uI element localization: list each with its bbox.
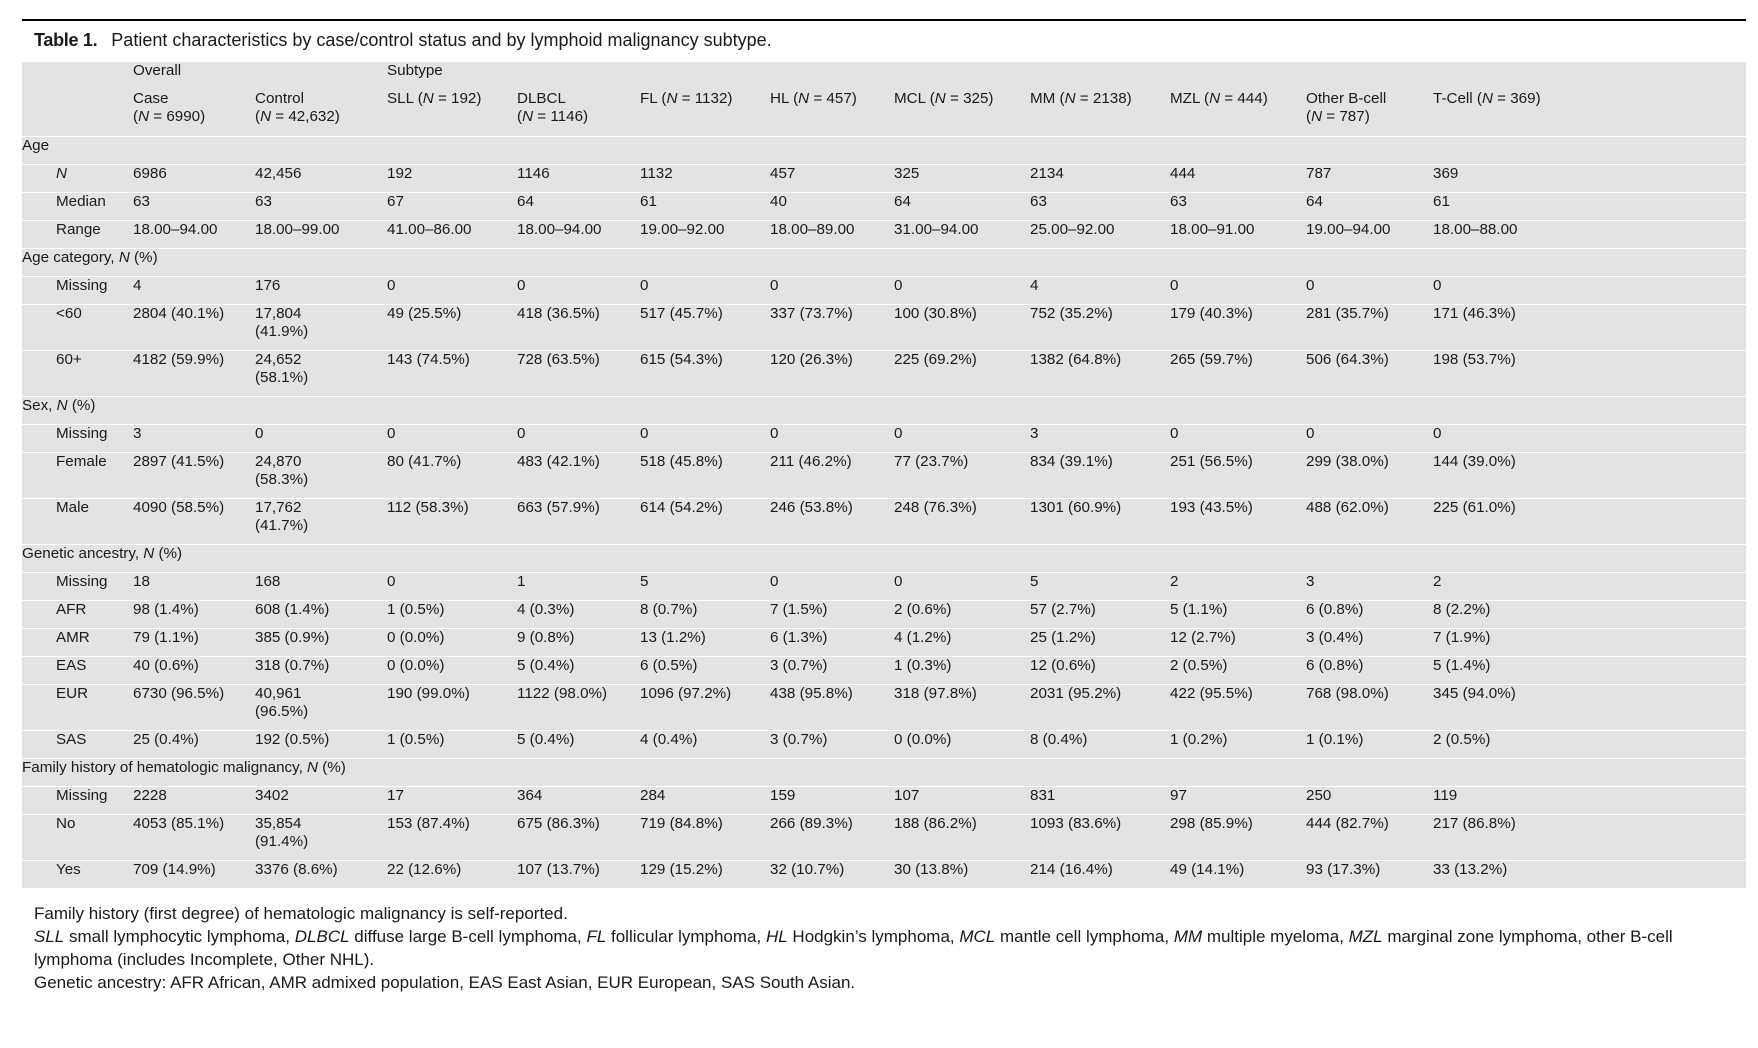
table-cell: 483 (42.1%): [517, 453, 640, 499]
table-cell: 6 (1.3%): [770, 629, 894, 657]
table-row: [22, 861, 1746, 888]
table-cell: 0: [770, 573, 894, 601]
row-label: Median: [22, 193, 133, 221]
table-cell: 198 (53.7%): [1433, 351, 1746, 397]
table-cell: 63: [255, 193, 387, 221]
table-cell: 168: [255, 573, 387, 601]
table-cell: 12 (0.6%): [1030, 657, 1170, 685]
table-cell: 6 (0.5%): [640, 657, 770, 685]
table-cell: 2804 (40.1%): [133, 305, 255, 351]
table-cell: 3: [1306, 573, 1433, 601]
row-label: <60: [22, 305, 133, 351]
footnote-ancestry: Genetic ancestry: AFR African, AMR admixed population, EAS East Asian, EUR European, SAS South Asian.: [34, 973, 856, 992]
row-label: EAS: [22, 657, 133, 685]
table-row: [22, 601, 1746, 629]
table-cell: 40 (0.6%): [133, 657, 255, 685]
table-cell: 18.00–89.00: [770, 221, 894, 249]
table-cell: 211 (46.2%): [770, 453, 894, 499]
column-header: [133, 90, 255, 137]
table-cell: 298 (85.9%): [1170, 815, 1306, 861]
table-cell: 284: [640, 787, 770, 815]
row-label: Range: [22, 221, 133, 249]
table-cell: 32 (10.7%): [770, 861, 845, 878]
table-cell: 1096 (97.2%): [640, 685, 770, 731]
table-cell: 8 (0.4%): [1030, 731, 1170, 759]
table-cell: 225 (61.0%): [1433, 499, 1746, 545]
table-cell: 120 (26.3%): [770, 351, 894, 397]
table-cell: 518 (45.8%): [640, 453, 770, 499]
table-cell: 0: [387, 573, 517, 601]
header-group-row: [22, 62, 1746, 90]
header-overall: Overall: [133, 62, 182, 79]
table-cell: 4090 (58.5%): [133, 499, 255, 545]
table-cell: 61: [1433, 193, 1746, 221]
row-label: AFR: [22, 601, 133, 629]
table-cell: 143 (74.5%): [387, 351, 517, 397]
column-header-line: SLL (N = 192): [387, 90, 482, 107]
table-cell: 4 (0.4%): [640, 731, 770, 759]
table-cell: 5: [1030, 573, 1170, 601]
section-title: Genetic ancestry, N (%): [22, 545, 1746, 573]
column-header: [1433, 90, 1746, 137]
column-header: [894, 90, 1030, 137]
row-label: Missing: [22, 787, 133, 815]
table-cell: 3: [133, 425, 255, 453]
table-cell: 5: [640, 573, 770, 601]
table-cell: 98 (1.4%): [133, 601, 255, 629]
table-cell: 18.00–88.00: [1433, 221, 1746, 249]
table-row: [22, 305, 1746, 351]
table-cell: 0: [1306, 425, 1433, 453]
section-title: Age category, N (%): [22, 249, 1746, 277]
table-cell: 3 (0.7%): [770, 657, 894, 685]
table-cell: 5 (0.4%): [517, 657, 640, 685]
table-row: [22, 221, 1746, 249]
header-blank: [22, 62, 133, 90]
table-row: [22, 425, 1746, 453]
table-cell: 418 (36.5%): [517, 305, 640, 351]
table-cell: 3: [1030, 425, 1170, 453]
table-cell: 2 (0.5%): [1433, 731, 1746, 759]
table-cell: 17,804 (41.9%): [255, 305, 387, 351]
table-cell: 4 (0.3%): [517, 601, 640, 629]
table-cell: 25 (1.2%): [1030, 629, 1170, 657]
column-header-line: Other B-cell: [1306, 90, 1387, 107]
table-row: [22, 629, 1746, 657]
table-cell: 3376 (8.6%): [255, 861, 338, 878]
table-cell: 0: [387, 277, 517, 305]
table-cell: 153 (87.4%): [387, 815, 517, 861]
table-cell: 2 (0.6%): [894, 601, 1030, 629]
table-cell: 63: [1030, 193, 1170, 221]
table-cell: 506 (64.3%): [1306, 351, 1433, 397]
table-row: [22, 685, 1746, 731]
table-cell: 18.00–91.00: [1170, 221, 1306, 249]
table-cell: 4: [133, 277, 255, 305]
table-title: Patient characteristics by case/control status and by lymphoid malignancy subtype.: [111, 30, 772, 50]
table-cell: 2228: [133, 787, 255, 815]
table-cell: 299 (38.0%): [1306, 453, 1433, 499]
table-cell: 19.00–94.00: [1306, 221, 1433, 249]
header-subtype: Subtype: [387, 62, 443, 79]
top-rule: [22, 19, 1746, 21]
table-cell: 192 (0.5%): [255, 731, 387, 759]
row-label: Female: [22, 453, 133, 499]
table-row: [22, 277, 1746, 305]
table-row: [22, 453, 1746, 499]
table-row: [22, 573, 1746, 601]
row-label: AMR: [22, 629, 133, 657]
table-cell: 33 (13.2%): [1433, 861, 1508, 878]
table-cell: 9 (0.8%): [517, 629, 640, 657]
table-row: [22, 657, 1746, 685]
table-cell: 80 (41.7%): [387, 453, 517, 499]
table-cell: 364: [517, 787, 640, 815]
table-cell: 1 (0.2%): [1170, 731, 1306, 759]
column-header-line: T-Cell (N = 369): [1433, 90, 1541, 107]
footnotes: [34, 902, 1746, 994]
table-cell: 225 (69.2%): [894, 351, 1030, 397]
table-cell: 13 (1.2%): [640, 629, 770, 657]
row-label: 60+: [22, 351, 133, 397]
table-cell: 422 (95.5%): [1170, 685, 1306, 731]
table-cell: 19.00–92.00: [640, 221, 770, 249]
column-header: [770, 90, 894, 137]
row-label: Male: [22, 499, 133, 545]
table-label: Table 1.: [34, 30, 98, 50]
section-title: Family history of hematologic malignancy, N (%): [22, 759, 1746, 787]
table-cell: 64: [517, 193, 640, 221]
table-cell: 49 (25.5%): [387, 305, 517, 351]
table-cell: 159: [770, 787, 894, 815]
table-cell: 4: [1030, 277, 1170, 305]
table-cell: 266 (89.3%): [770, 815, 894, 861]
table-cell: 41.00–86.00: [387, 221, 517, 249]
header-blank: [22, 90, 133, 137]
table-cell: 0: [640, 277, 770, 305]
table-cell: 457: [770, 165, 894, 193]
table-cell: 488 (62.0%): [1306, 499, 1433, 545]
table-cell: 2: [1433, 573, 1746, 601]
section-header-row: [22, 137, 1746, 165]
table-cell: 217 (86.8%): [1433, 815, 1746, 861]
column-header-line: FL (N = 1132): [640, 90, 733, 107]
row-label: Yes: [56, 861, 81, 878]
row-label: SAS: [22, 731, 133, 759]
table-cell: 1 (0.3%): [894, 657, 1030, 685]
table-cell: 615 (54.3%): [640, 351, 770, 397]
table-row: [22, 731, 1746, 759]
table-cell: 18.00–99.00: [255, 221, 387, 249]
table-cell: 12 (2.7%): [1170, 629, 1306, 657]
table-cell: 4 (1.2%): [894, 629, 1030, 657]
table-cell: 18: [133, 573, 255, 601]
table-row: [22, 165, 1746, 193]
table-cell: 112 (58.3%): [387, 499, 517, 545]
table-cell: 129 (15.2%): [640, 861, 723, 878]
table-cell: 17: [387, 787, 517, 815]
table-cell: 614 (54.2%): [640, 499, 770, 545]
table-cell: 444 (82.7%): [1306, 815, 1433, 861]
table-cell: 2134: [1030, 165, 1170, 193]
table-cell: 444: [1170, 165, 1306, 193]
table-cell: 31.00–94.00: [894, 221, 1030, 249]
table-cell: 385 (0.9%): [255, 629, 387, 657]
table-cell: 517 (45.7%): [640, 305, 770, 351]
table-cell: 42,456: [255, 165, 387, 193]
table-cell: 265 (59.7%): [1170, 351, 1306, 397]
table-cell: 192: [387, 165, 517, 193]
table-cell: 2 (0.5%): [1170, 657, 1306, 685]
table-row: [22, 499, 1746, 545]
table-cell: 18.00–94.00: [133, 221, 255, 249]
table-cell: 248 (76.3%): [894, 499, 1030, 545]
table-cell: 1301 (60.9%): [1030, 499, 1170, 545]
table-cell: 337 (73.7%): [770, 305, 894, 351]
column-header-line: Case: [133, 90, 169, 107]
table-caption: [34, 28, 772, 52]
table-cell: 5 (1.4%): [1433, 657, 1746, 685]
table-cell: 40,961 (96.5%): [255, 685, 387, 731]
table-cell: 119: [1433, 787, 1746, 815]
table-cell: 3402: [255, 787, 387, 815]
table-cell: 3 (0.7%): [770, 731, 894, 759]
characteristics-table: [22, 62, 1746, 888]
table-cell: 193 (43.5%): [1170, 499, 1306, 545]
table-cell: 214 (16.4%): [1030, 861, 1113, 878]
table-cell: 63: [133, 193, 255, 221]
table-cell: 345 (94.0%): [1433, 685, 1746, 731]
table-cell: 1 (0.5%): [387, 731, 517, 759]
table-cell: 24,652 (58.1%): [255, 351, 387, 397]
table-cell: 0: [894, 573, 1030, 601]
row-label: No: [22, 815, 133, 861]
table-cell: 77 (23.7%): [894, 453, 1030, 499]
table-cell: 0: [640, 425, 770, 453]
table-cell: 834 (39.1%): [1030, 453, 1170, 499]
table-cell: 2: [1170, 573, 1306, 601]
table-cell: 6986: [133, 165, 255, 193]
table-cell: 176: [255, 277, 387, 305]
table-cell: 171 (46.3%): [1433, 305, 1746, 351]
column-header: [640, 90, 770, 137]
table-cell: 4182 (59.9%): [133, 351, 255, 397]
table-row: [22, 351, 1746, 397]
table-cell: 675 (86.3%): [517, 815, 640, 861]
column-header-line: (N = 42,632): [255, 108, 340, 125]
table-cell: 5 (1.1%): [1170, 601, 1306, 629]
table-cell: 49 (14.1%): [1170, 861, 1245, 878]
table-row: [22, 787, 1746, 815]
row-label: N: [22, 165, 133, 193]
table-cell: 144 (39.0%): [1433, 453, 1746, 499]
table-cell: 64: [894, 193, 1030, 221]
table-cell: 63: [1170, 193, 1306, 221]
row-label: Missing: [22, 277, 133, 305]
table-cell: 7 (1.5%): [770, 601, 894, 629]
table-cell: 768 (98.0%): [1306, 685, 1433, 731]
table-cell: 40: [770, 193, 894, 221]
table-cell: 608 (1.4%): [255, 601, 387, 629]
table-cell: 8 (2.2%): [1433, 601, 1746, 629]
table-cell: 831: [1030, 787, 1170, 815]
table-cell: 188 (86.2%): [894, 815, 1030, 861]
table-cell: 1146: [517, 165, 640, 193]
table-cell: 93 (17.3%): [1306, 861, 1381, 878]
table-cell: 1382 (64.8%): [1030, 351, 1170, 397]
row-label: EUR: [22, 685, 133, 731]
table-row: [22, 193, 1746, 221]
table-cell: 663 (57.9%): [517, 499, 640, 545]
table-cell: 190 (99.0%): [387, 685, 517, 731]
column-header: [517, 90, 640, 137]
table-cell: 64: [1306, 193, 1433, 221]
table-cell: 787: [1306, 165, 1433, 193]
section-header-row: [22, 759, 1746, 787]
table-cell: 25 (0.4%): [133, 731, 255, 759]
table-cell: 0 (0.0%): [387, 629, 517, 657]
table-cell: 24,870 (58.3%): [255, 453, 387, 499]
table-cell: 325: [894, 165, 1030, 193]
table-cell: 1093 (83.6%): [1030, 815, 1170, 861]
table-cell: 0: [770, 425, 894, 453]
table-cell: 25.00–92.00: [1030, 221, 1170, 249]
column-header: [1170, 90, 1306, 137]
table-cell: 1 (0.1%): [1306, 731, 1433, 759]
section-header-row: [22, 397, 1746, 425]
table-cell: 318 (0.7%): [255, 657, 387, 685]
column-header-line: MZL (N = 444): [1170, 90, 1268, 107]
row-label: Missing: [22, 425, 133, 453]
table-row: [22, 815, 1746, 861]
table-cell: 246 (53.8%): [770, 499, 894, 545]
table-cell: 4053 (85.1%): [133, 815, 255, 861]
table-cell: 0: [1433, 277, 1746, 305]
column-header-line: MM (N = 2138): [1030, 90, 1132, 107]
table-cell: 17,762 (41.7%): [255, 499, 387, 545]
table-cell: 0: [770, 277, 894, 305]
table-cell: 369: [1433, 165, 1746, 193]
row-label: Missing: [22, 573, 133, 601]
table-cell: 0 (0.0%): [894, 731, 1030, 759]
table-cell: 30 (13.8%): [894, 861, 969, 878]
table-cell: 2897 (41.5%): [133, 453, 255, 499]
section-header-row: [22, 545, 1746, 573]
column-header: [255, 90, 387, 137]
table-cell: 97: [1170, 787, 1306, 815]
header-columns-row: [22, 90, 1746, 137]
column-header: [1306, 90, 1433, 137]
column-header-line: MCL (N = 325): [894, 90, 994, 107]
column-header-line: HL (N = 457): [770, 90, 857, 107]
table-cell: 2031 (95.2%): [1030, 685, 1170, 731]
table-cell: 318 (97.8%): [894, 685, 1030, 731]
table-cell: 728 (63.5%): [517, 351, 640, 397]
table-cell: 719 (84.8%): [640, 815, 770, 861]
table-cell: 107: [894, 787, 1030, 815]
table-cell: 8 (0.7%): [640, 601, 770, 629]
table-cell: 1122 (98.0%): [517, 685, 640, 731]
table-body: [22, 137, 1746, 888]
column-header-line: DLBCL: [517, 90, 566, 107]
table-cell: 251 (56.5%): [1170, 453, 1306, 499]
table-cell: 0: [517, 425, 640, 453]
table-cell: 57 (2.7%): [1030, 601, 1170, 629]
table-cell: 7 (1.9%): [1433, 629, 1746, 657]
table-cell: 0: [255, 425, 387, 453]
table-cell: 35,854 (91.4%): [255, 815, 387, 861]
table-cell: 22 (12.6%): [387, 861, 462, 878]
table-cell: 107 (13.7%): [517, 861, 600, 878]
table-cell: 3 (0.4%): [1306, 629, 1433, 657]
table-cell: 0: [1170, 277, 1306, 305]
table-cell: 0: [1433, 425, 1746, 453]
table-cell: 438 (95.8%): [770, 685, 894, 731]
column-header-line: (N = 1146): [517, 108, 589, 125]
table-cell: 0: [1170, 425, 1306, 453]
table-cell: 752 (35.2%): [1030, 305, 1170, 351]
table-cell: 67: [387, 193, 517, 221]
table-cell: 281 (35.7%): [1306, 305, 1433, 351]
table-cell: 79 (1.1%): [133, 629, 255, 657]
table-cell: 0: [894, 425, 1030, 453]
table-cell: 1 (0.5%): [387, 601, 517, 629]
table-cell: 61: [640, 193, 770, 221]
section-header-row: [22, 249, 1746, 277]
table-cell: 100 (30.8%): [894, 305, 1030, 351]
table-cell: 18.00–94.00: [517, 221, 640, 249]
section-title: Age: [22, 137, 1746, 165]
column-header: [387, 90, 517, 137]
column-header-line: (N = 6990): [133, 108, 206, 125]
column-header: [1030, 90, 1170, 137]
column-header-line: (N = 787): [1306, 108, 1370, 125]
table-cell: 1: [517, 573, 640, 601]
section-title: Sex, N (%): [22, 397, 1746, 425]
table-cell: 250: [1306, 787, 1433, 815]
table-cell: 0: [387, 425, 517, 453]
table-cell: 1132: [640, 165, 770, 193]
footnote-family-history: Family history (first degree) of hematologic malignancy is self-reported.: [34, 904, 568, 923]
table-cell: 709 (14.9%): [133, 861, 216, 878]
table-cell: 0: [517, 277, 640, 305]
table-cell: 6730 (96.5%): [133, 685, 255, 731]
table-cell: 179 (40.3%): [1170, 305, 1306, 351]
column-header-line: Control: [255, 90, 304, 107]
table-cell: 0 (0.0%): [387, 657, 517, 685]
table-cell: 5 (0.4%): [517, 731, 640, 759]
table-cell: 6 (0.8%): [1306, 601, 1433, 629]
table-cell: 0: [1306, 277, 1433, 305]
table-cell: 0: [894, 277, 1030, 305]
table-cell: 6 (0.8%): [1306, 657, 1433, 685]
footnote-abbreviations: SLL small lymphocytic lymphoma, DLBCL diffuse large B-cell lymphoma, FL follicular lymphoma, HL Hodgkin’s lymphoma, MCL mantle cell lymphoma, MM multiple myeloma, MZL marginal zone lymphoma, other B-cell lymphoma (includes Incomplete, Other NHL).: [34, 927, 1673, 969]
